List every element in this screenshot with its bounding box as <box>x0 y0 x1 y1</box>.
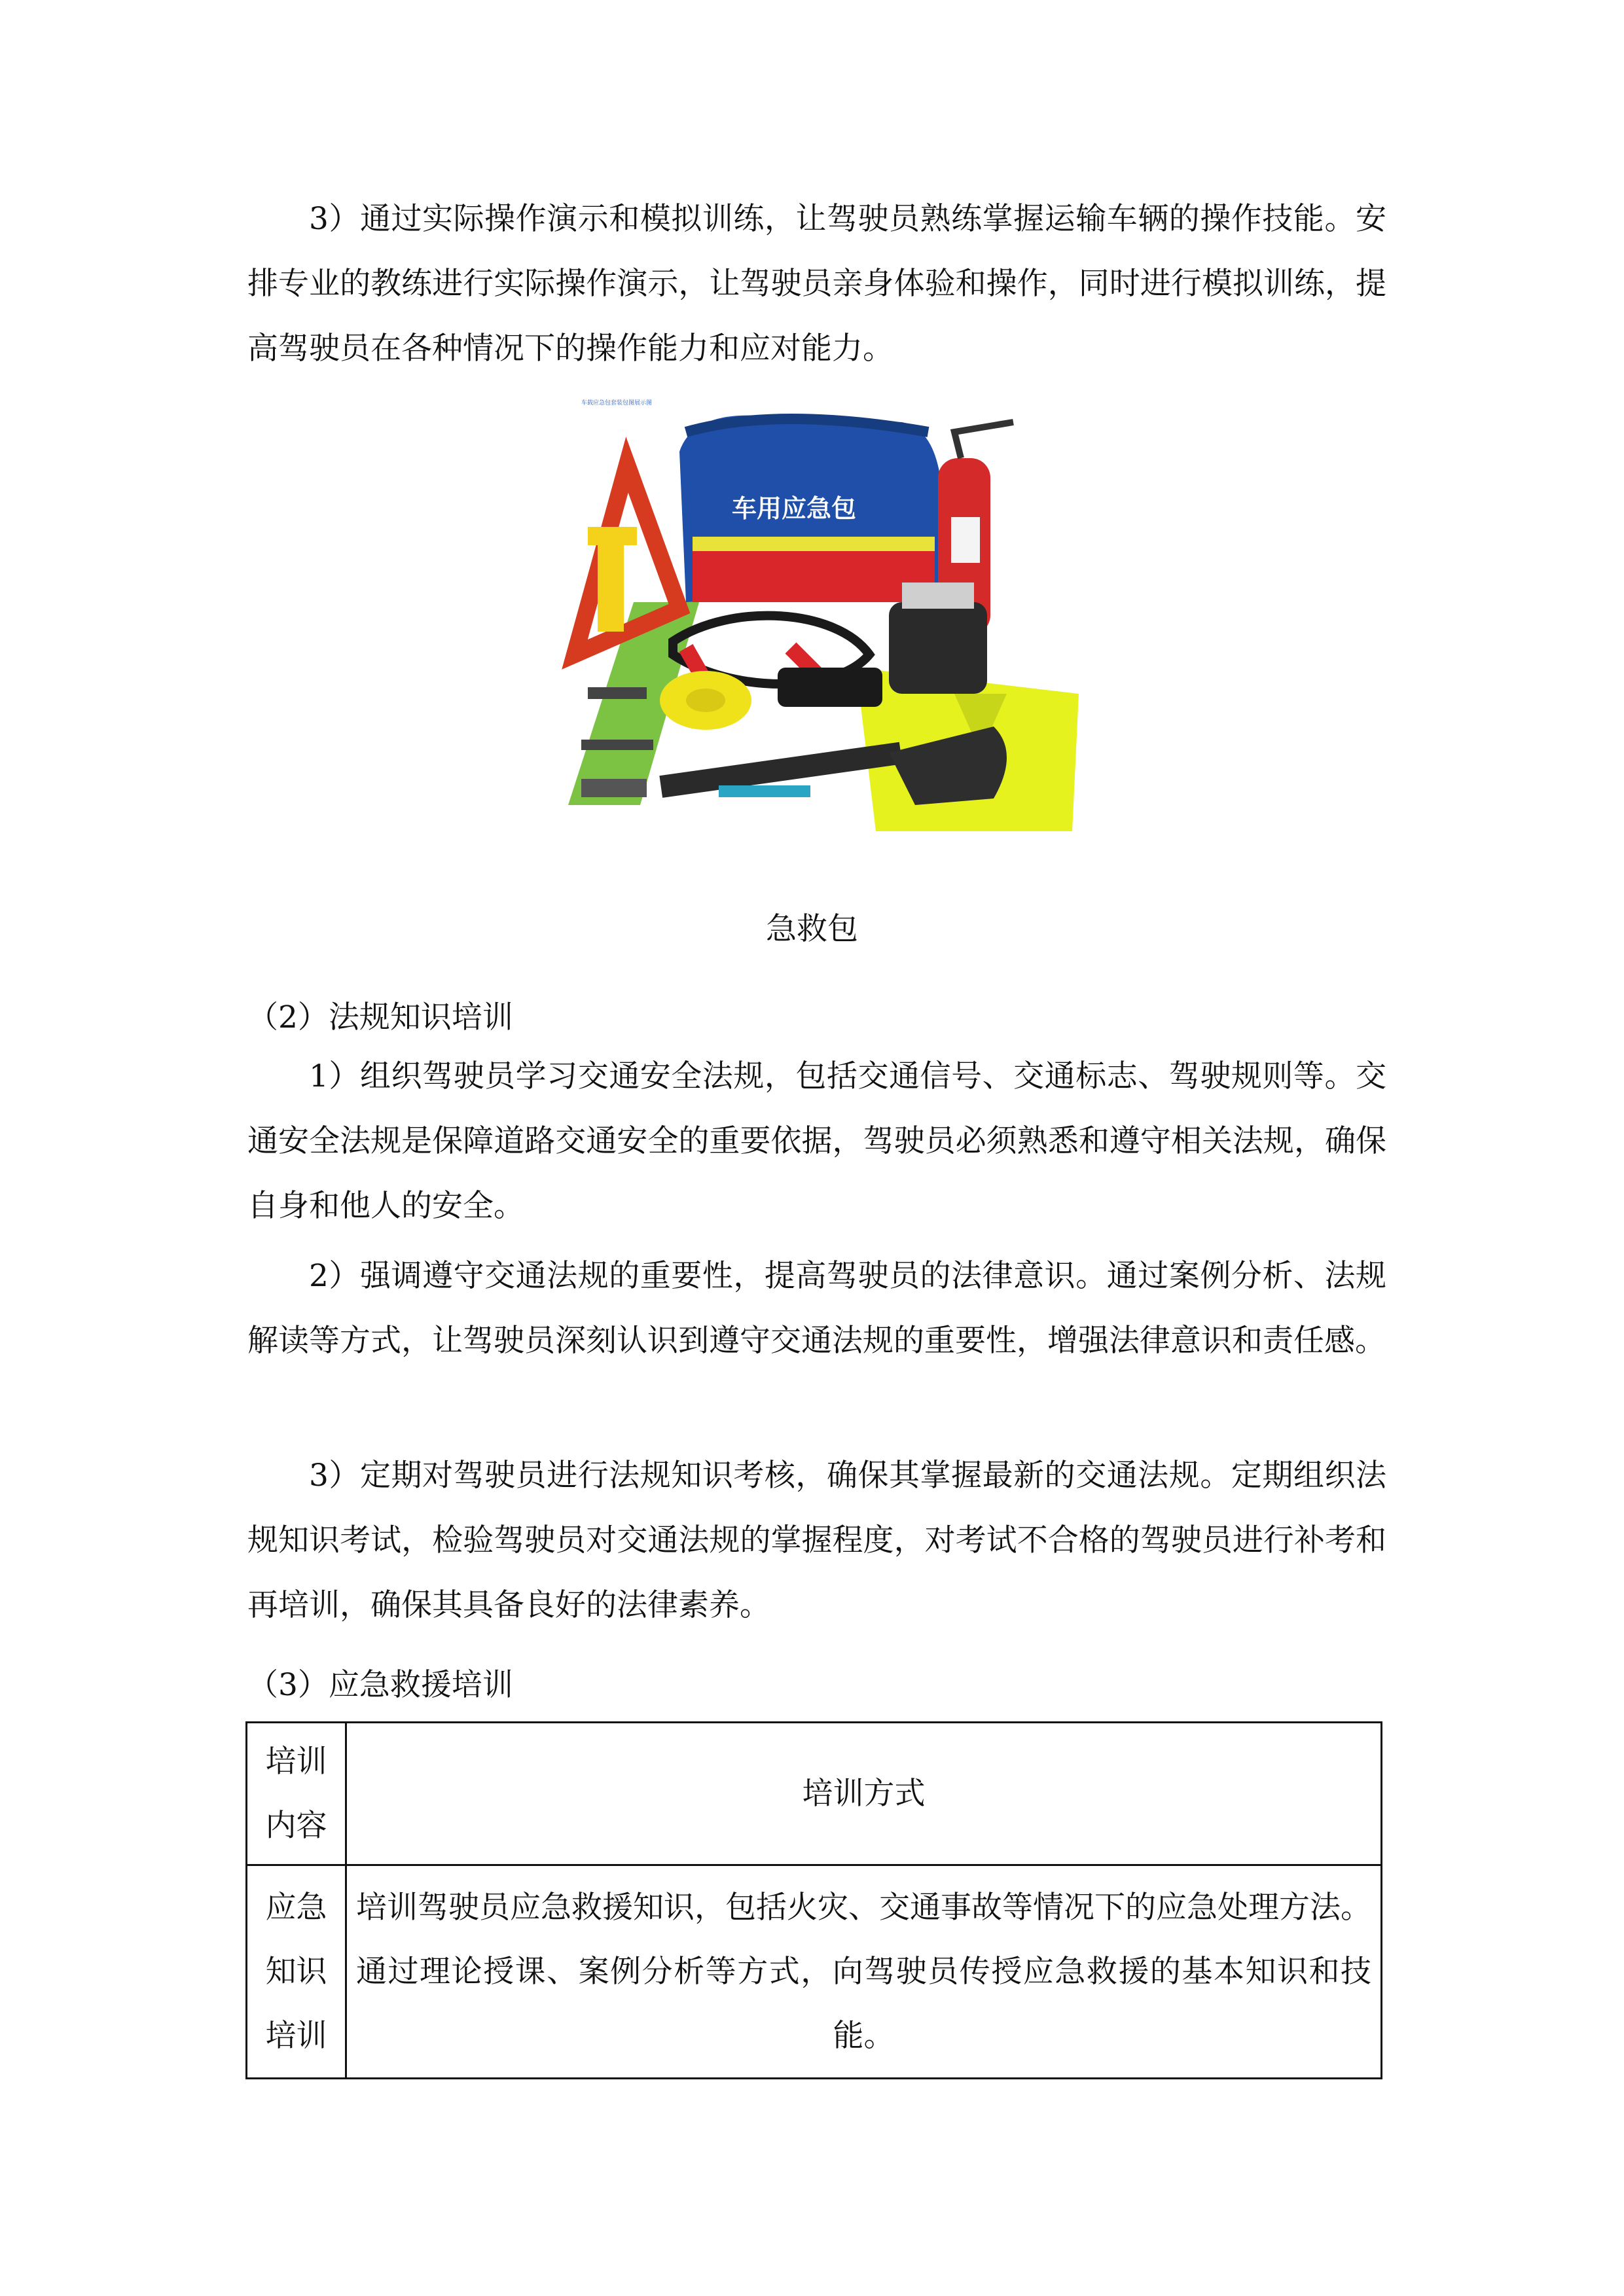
law-paragraph-block <box>247 1244 1386 1373</box>
figure-caption: 急救包 <box>766 911 858 947</box>
image-top-label: 车载应急包套装包图展示图 <box>581 400 653 406</box>
cell-method: 培训驾驶员应急救援知识，包括火灾、交通事故等情况下的应急处理方法。通过理论授课、案例分析等方式，向驾驶员传授应急救援的基本知识和技能。 <box>346 1865 1382 2079</box>
header-cell-method: 培训方式 <box>346 1723 1382 1865</box>
paragraph-law-1: 1）组织驾驶员学习交通安全法规，包括交通信号、交通标志、驾驶规则等。交通安全法规是保障道路交通安全的重要依据，驾驶员必须熟悉和遵守相关法规，确保自身和他人的安全。 <box>247 1058 1386 1224</box>
table-row <box>247 1865 1382 2079</box>
table-header-row <box>247 1723 1382 1865</box>
operation-paragraph-block <box>247 187 1386 381</box>
section-heading-law: （2）法规知识培训 <box>247 999 513 1035</box>
paragraph-law-2: 2）强调遵守交通法规的重要性，提高驾驶员的法律意识。通过案例分析、法规解读等方式，让驾驶员深刻认识到遵守交通法规的重要性，增强法律意识和责任感。 <box>247 1258 1386 1359</box>
bag-label: 车用应急包 <box>732 494 857 523</box>
first-aid-kit-image <box>562 386 1085 838</box>
training-table <box>245 1721 1382 2079</box>
air-compressor <box>889 602 987 694</box>
paragraph-law-3: 3）定期对驾驶员进行法规知识考核，确保其掌握最新的交通法规。定期组织法规知识考试，检验驾驶员对交通法规的掌握程度，对考试不合格的驾驶员进行补考和再培训，确保其具备良好的法律素养。 <box>247 1458 1386 1623</box>
first-aid-kit-figure <box>562 386 1085 838</box>
cell-content: 应急知识培训 <box>247 1865 346 2079</box>
safety-hammer <box>598 533 624 632</box>
law-paragraph-block <box>247 1044 1386 1238</box>
header-cell-content: 培训内容 <box>247 1723 346 1865</box>
section-heading-emergency: （3）应急救援培训 <box>247 1667 513 1703</box>
paragraph-operation-training: 3）通过实际操作演示和模拟训练，让驾驶员熟练掌握运输车辆的操作技能。安排专业的教练进行实际操作演示，让驾驶员亲身体验和操作，同时进行模拟训练，提高驾驶员在各种情况下的操作能力和应对能力。 <box>247 201 1386 367</box>
tow-strap <box>778 668 882 707</box>
law-paragraph-block <box>247 1443 1386 1638</box>
bag-front-pocket <box>693 550 935 602</box>
